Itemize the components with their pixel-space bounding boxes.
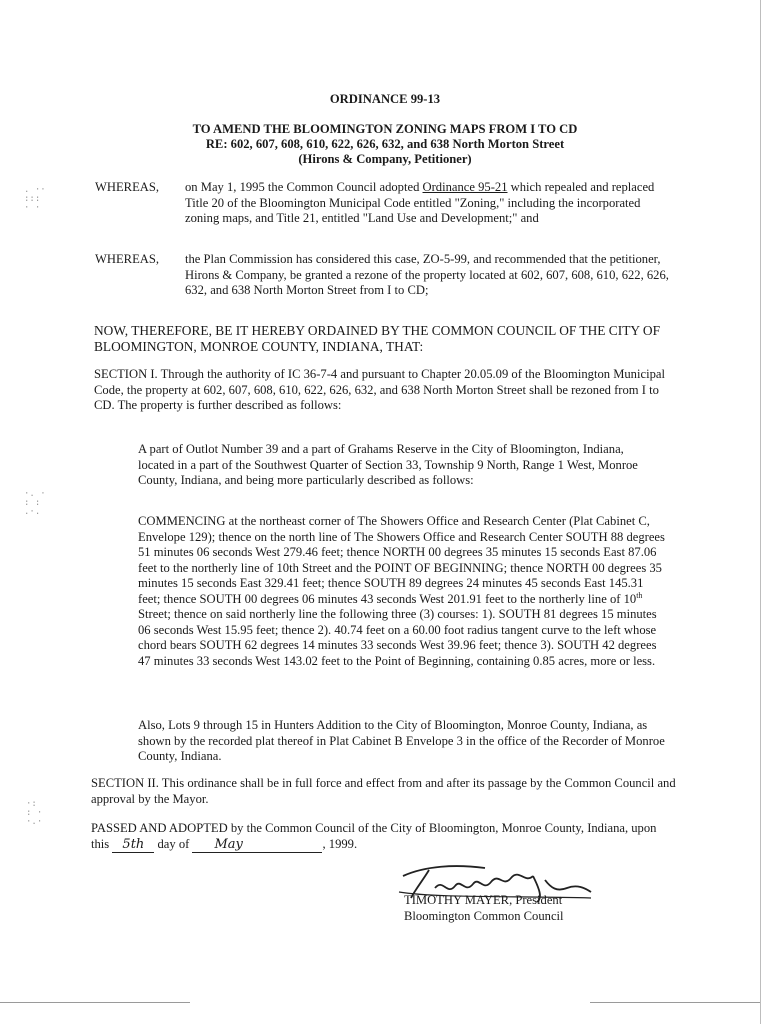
section-2: SECTION II. This ordinance shall be in full force and effect from and after its passage by the Common Council and approval by the Mayor. [91,776,676,806]
commencing-text-b: Street; thence on said northerly line the following three (3) courses: 1). SOUTH 81 degrees 15 minutes 06 seconds West 15.95 feet; thence 2). 40.74 feet on a 60.00 foot radius tangent curve to the left whose chord bears SOUTH 62 degrees 14 minutes 33 seconds West 39.96 feet; thence 3). SOUTH 42 degrees 47 minutes 33 seconds West 143.02 feet to the Point of Beginning, containing 0.85 acres, more or less. [138,607,657,668]
scan-bottom-line-right [590,1002,760,1003]
petitioner-line: (Hirons & Company, Petitioner) [298,152,472,166]
whereas-clause-1 [185,180,675,227]
passed-text-a: PASSED AND ADOPTED by the Common Council of the City of Bloomington, Monroe County, Indiana, upon this [91,821,657,851]
ordinance-95-21-reference: Ordinance 95-21 [422,180,508,194]
margin-specks-1: . ·· ::: · · [24,185,46,213]
passed-adopted-clause [91,821,676,853]
commencing-text-a: COMMENCING at the northeast corner of The Showers Office and Research Center (Plat Cabinet C, Envelope 129); thence on the north line of The Showers Office and Research Center SOUTH 88 degrees 51 minutes 06 seconds West 279.46 feet; thence NORTH 00 degrees 35 minutes 15 seconds East 87.06 feet to the northerly line of 10th Street and the POINT OF BEGINNING; thence NORTH 00 degrees 35 minutes 15 seconds East 329.41 feet; thence SOUTH 89 degrees 24 minutes 45 seconds East 145.31 feet; thence SOUTH 00 degrees 06 minutes 43 seconds West 201.91 feet to the northerly line of 10 [138,514,665,606]
ordinal-superscript: th [636,590,643,600]
section-1: SECTION I. Through the authority of IC 36-7-4 and pursuant to Chapter 20.05.09 of the Bloomington Municipal Code, the property at 602, 607, 608, 610, 622, 626, 632, and 638 North Morton Street shall be rezoned from I to CD. The property is further described as follows: [94,367,665,412]
ordaining-clause: NOW, THEREFORE, BE IT HEREBY ORDAINED BY THE COMMON COUNCIL OF THE CITY OF BLOOMINGTON, MONROE COUNTY, INDIANA, THAT: [94,323,661,354]
signatory-name: TIMOTHY MAYER, President [404,893,563,907]
passed-text-c: , 1999. [322,836,358,851]
whereas-1-text-b: which repealed and replaced Title 20 of the Bloomington Municipal Code entitled "Zoning," including the incorporated zoning maps, and Title 21, entitled "Land Use and Development;" and [185,180,655,225]
description-intro: A part of Outlot Number 39 and a part of Grahams Reserve in the City of Bloomington, Indiana, located in a part of the Southwest Quarter of Section 33, Township 9 North, Range 1 West, Monroe County, Indiana, and being more particularly described as follows: [138,442,638,487]
margin-specks-2: ·. · : : .·. [24,489,46,517]
whereas-1-text-a: on May 1, 1995 the Common Council adopted [185,180,423,194]
scan-bottom-line-left [0,1002,190,1003]
description-also: Also, Lots 9 through 15 in Hunters Addition to the City of Bloomington, Monroe County, Indiana, as shown by the recorded plat thereof in Plat Cabinet B Envelope 3 in the office of the Recorder of Monroe County, Indiana. [138,718,665,763]
whereas-clause-2: the Plan Commission has considered this case, ZO-5-99, and recommended that the petitioner, Hirons & Company, be granted a rezone of the property located at 602, 607, 608, 610, 622, 626, 632, and 638 North Morton Street from I to CD; [185,252,669,297]
passed-text-b: day of [154,836,193,851]
ordinance-title: TO AMEND THE BLOOMINGTON ZONING MAPS FROM I TO CD [192,122,578,136]
scan-edge-line [760,0,761,1024]
margin-specks-3: ·: : · ·.· [26,799,43,827]
whereas-label-1: WHEREAS, [95,180,160,194]
handwritten-day: 5th [112,837,154,854]
ordinance-number: ORDINANCE 99-13 [329,92,441,106]
ordinance-subject: RE: 602, 607, 608, 610, 622, 626, 632, and 638 North Morton Street [205,137,565,151]
handwritten-month: May [192,837,322,854]
signatory-organization: Bloomington Common Council [404,909,564,923]
description-commencing [138,514,668,669]
whereas-label-2: WHEREAS, [95,252,160,266]
